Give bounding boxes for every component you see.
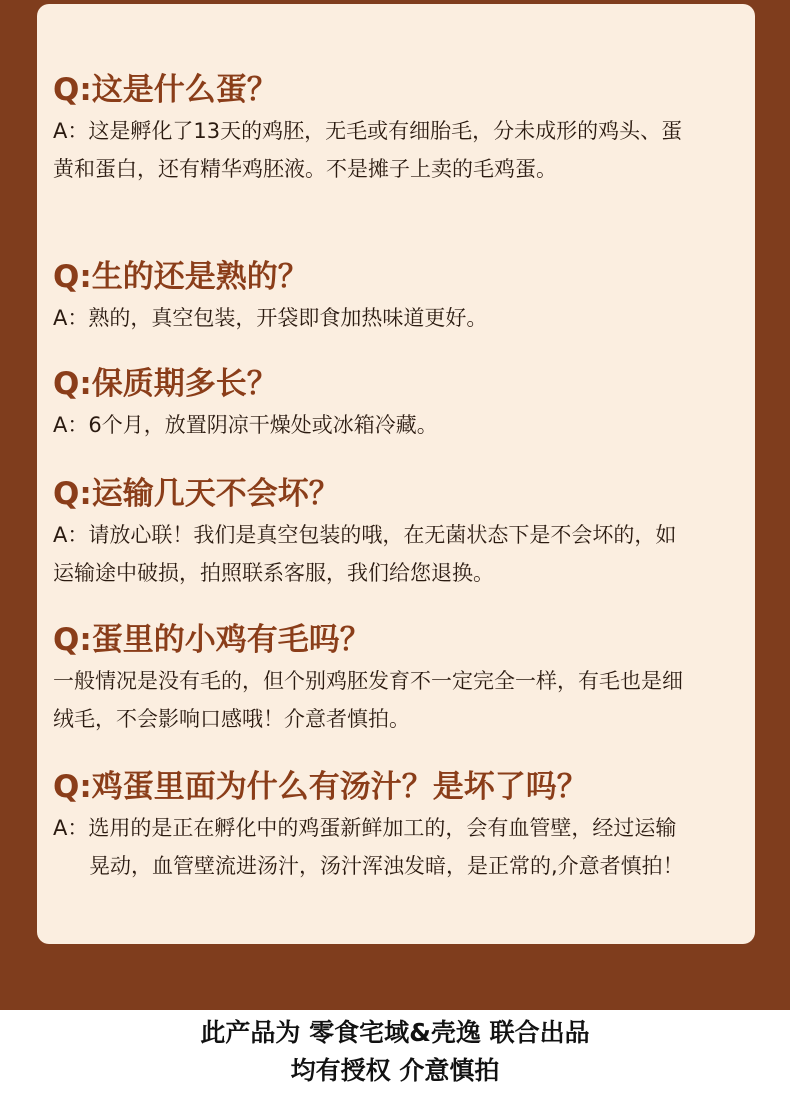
footer-line-2: 均有授权 介意慎拍 xyxy=(290,1056,500,1085)
faq-answer: A：6个月，放置阴凉干燥处或冰箱冷藏。 xyxy=(53,413,438,437)
faq-item-5 xyxy=(53,620,693,738)
faq-answer: A：请放心联！我们是真空包装的哦，在无菌状态下是不会坏的，如运输途中破损，拍照联系客服，我们给您退换。 xyxy=(53,523,677,585)
faq-question: Q:保质期多长？ xyxy=(53,366,278,402)
faq-question: Q:鸡蛋里面为什么有汤汁？是坏了吗？ xyxy=(53,769,588,805)
faq-question: Q:蛋里的小鸡有毛吗？ xyxy=(53,622,371,658)
faq-answer: A：这是孵化了13天的鸡胚，无毛或有细胎毛，分未成形的鸡头、蛋黄和蛋白，还有精华鸡胚液。不是摊子上卖的毛鸡蛋。 xyxy=(53,119,683,181)
faq-item-2 xyxy=(53,257,693,337)
faq-item-4 xyxy=(53,474,693,592)
faq-item-6 xyxy=(53,767,693,885)
faq-answer: 一般情况是没有毛的，但个别鸡胚发育不一定完全一样，有毛也是细绒毛，不会影响口感哦！介意者慎拍。 xyxy=(53,669,683,731)
faq-question: Q:这是什么蛋？ xyxy=(53,72,278,108)
faq-item-3 xyxy=(53,364,693,444)
faq-answer: A：选用的是正在孵化中的鸡蛋新鲜加工的，会有血管壁，经过运输晃动，血管壁流进汤汁，汤汁浑浊发暗，是正常的,介意者慎拍！ xyxy=(53,816,684,878)
faq-question: Q:生的还是熟的？ xyxy=(53,259,309,295)
footer-line-1: 此产品为 零食宅域&壳逸 联合出品 xyxy=(200,1018,590,1047)
footer-notice xyxy=(0,1014,790,1090)
faq-item-1 xyxy=(53,70,693,188)
faq-question: Q:运输几天不会坏？ xyxy=(53,476,340,512)
faq-answer: A：熟的，真空包装，开袋即食加热味道更好。 xyxy=(53,306,488,330)
